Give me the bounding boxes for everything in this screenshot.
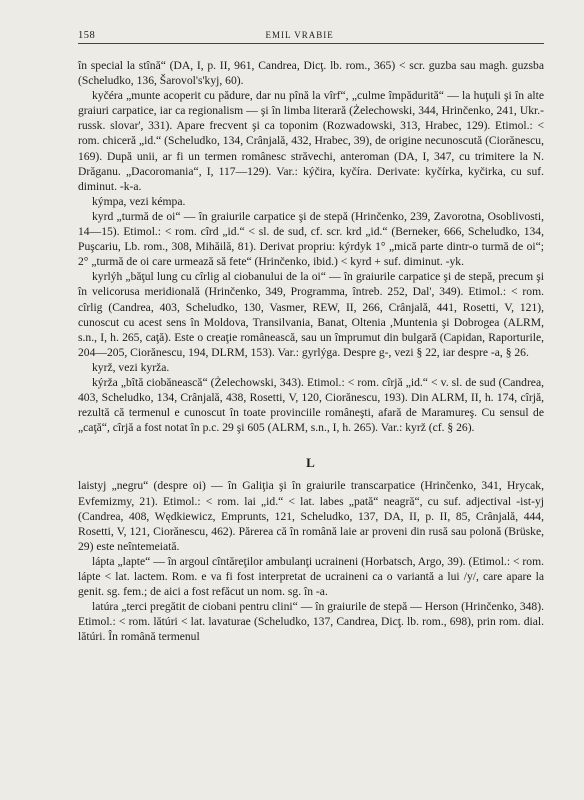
dictionary-entry: kyčéra „munte acoperit cu pădure, dar nu pînă la vîrf“, „culme împădurită“ — la huţuli şi în alte graiuri carpatice, iar ca regionalism — şi în limba literară (Żelechowski, 344, Hrinčenko, 241, Ukr.-russk. slovar', 331). Apare frecvent şi ca toponim (Rozwadowski, 313, Hrabec, 129). Etimol.: < rom. chiceră „id.“ (Scheludko, 134, Crânjală, 432, Hrabec, 39), de origine necunoscută (Ciorănescu, 169). După unii, ar fi un termen românesc străvechi, anteroman (DA, I, 347, cu trimitere la N. Drăganu. „Dacoromania“, I, 117—129). Var.: kýčira, kyčíra. Derivate: kyčírka, kyčirka, cu suf. diminut. -k-a. xyxy=(78,89,544,193)
running-title: EMIL VRABIE xyxy=(265,30,334,40)
dictionary-entry: latúra „terci pregătit de ciobani pentru clini“ — în graiurile de stepă — Herson (Hrinčenko, 348). Etimol.: < rom. lătúri < lat. lavaturae (Scheludko, 137, Candrea, Dicţ. lb. rom., 698), prin rom. dial. lătúri. În română termenul xyxy=(78,600,544,644)
dictionary-entry: kýmpa, vezi kémpa. xyxy=(92,194,186,208)
dictionary-entry: lápta „lapte“ — în argoul cîntăreţilor ambulanţi ucraineni (Horbatsch, Argo, 39). (Etimol.: < rom. lápte < lat. lactem. Rom. e va fi fost interpretat de ucraineni ca o variantă a lui /y/, care apare la genit. sg. fem.; de aici a fost refăcut un nom. sg. în -a. xyxy=(78,554,544,599)
dictionary-entry: kýrža „bîtă ciobănească“ (Żelechowski, 343). Etimol.: < rom. cîrjă „id.“ < v. sl. de sud (Candrea, 403, Scheludko, 134, Crânjală, 438, Rosetti, V, 120, Ciorănescu, 193). Din ALRM, II, h. 174, cîrjă, rezultă că termenul e cunoscut în toate provinciile româneşti, afară de Maramureş. Cu sensul de „caţă“, cîrjă a fost notat în p.c. 29 şi 605 (ALRM, s.n., I, h. 265). Var.: kyrž (cf. § 26). xyxy=(78,375,544,435)
page-number: 158 xyxy=(78,30,96,41)
dictionary-entry: kyrd „turmă de oi“ — în graiurile carpatice şi de stepă (Hrinčenko, 239, Zavorotna, Osoblivosti, 14—15). Etimol.: < rom. cîrd „id.“ < sl. de sud, cf. scr. krd „id.“ (Berneker, 666, Scheludko, 134, Puşcariu, Lb. rom., 308, Mihăilă, 81). Derivat propriu: kýrdyk 1° „mică parte dintr-o turmă de oi“; 2° „turmă de oi care urmează să fete“ (Hrinčenko, ibid.) < kyrd + suf. diminut. -yk. xyxy=(78,209,544,269)
dictionary-entry: kyrlýh „băţul lung cu cîrlig al ciobanului de la oi“ — în graiurile carpatice şi de stepă, precum şi în velicorusa meridională (Hrinčenko, 349, Programma, întreb. 252, Dal', 349). Etimol.: < rom. cîrlig (Candrea, 403, Scheludko, 130, Vasmer, REW, II, 266, Crânjală, 441, Rosetti, V, 121), cunoscut cu acest sens în Moldova, Transilvania, Banat, Oltenia ,Muntenia şi Dobrogea (ALRM, s.n., I, h. 265, caţă). Este o creaţie românească, sau un împrumut din bulgară (Capidan, Raporturile, 204—205, Ciorănescu, 194, DLRM, 153). Var.: gyrlýga. Despre g-, vezi § 22, iar despre -a, § 26. xyxy=(78,270,544,359)
page-header xyxy=(78,30,544,41)
dictionary-entry: laistyj „negru“ (despre oi) — în Galiţia şi în graiurile transcarpatice (Hrinčenko, 341, Hrycak, Evfemizmy, 21). Etimol.: < rom. lai „id.“ < lat. labes „pată“ neagră“, cu suf. adjectival -ist-yj (Candrea, 408, Wędkiewicz, Emprunts, 121, Scheludko, 137, DA, II, p. II, 85, Crânjală, 444, Rosetti, V, 121, Ciorănescu, 462). Părerea că în română laie ar proveni din rusă sau polonă (Brüske, 29) este neîntemeiată. xyxy=(78,479,544,553)
dictionary-entry: kyrž, vezi kyrža. xyxy=(92,360,170,374)
header-rule xyxy=(78,43,544,44)
dictionary-entry: în special la stînă“ (DA, I, p. II, 961, Candrea, Dicţ. lb. rom., 365) < scr. guzba sau magh. guzsba (Scheludko, 136, Šarovol's'kyj, 60). xyxy=(78,59,544,88)
section-letter: L xyxy=(306,455,316,471)
entries-after-section xyxy=(78,478,544,644)
dictionary-body xyxy=(78,58,544,644)
entries-before-section xyxy=(78,58,544,435)
